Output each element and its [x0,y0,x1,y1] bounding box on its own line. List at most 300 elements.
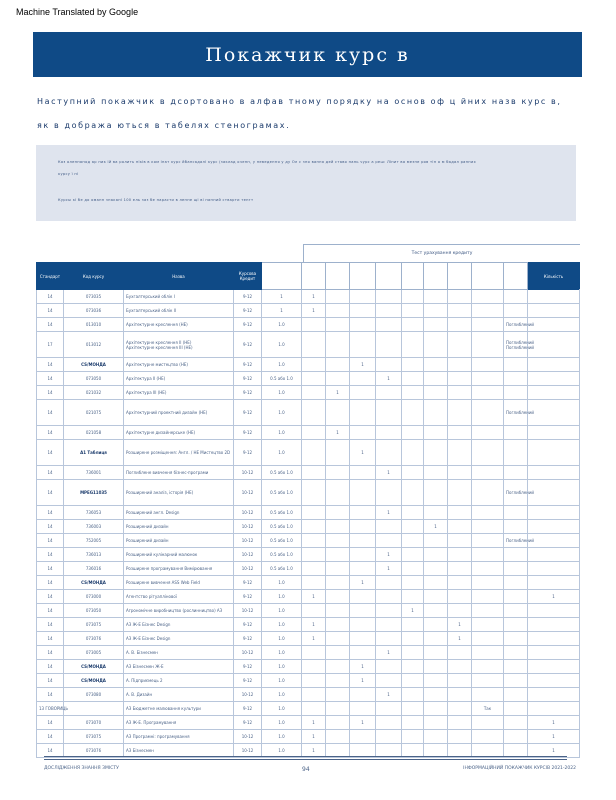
table-cell [528,506,580,520]
table-cell [424,576,448,590]
table-cell [350,730,376,744]
table-cell: 0.5 або 1.0 [262,534,302,548]
table-cell: 013010 [64,318,124,332]
table-cell [504,674,528,688]
table-cell: 14 [37,576,64,590]
table-cell: 1 [350,660,376,674]
table-cell [350,506,376,520]
table-cell [528,674,580,688]
table-cell: 14 [37,590,64,604]
table-cell: 9-12 [234,304,262,318]
table-cell [350,426,376,440]
table-cell [472,716,504,730]
table-cell: 1 [528,716,580,730]
table-cell: 1 [302,618,326,632]
table-cell [528,534,580,548]
table-cell: Поглиблений Поглиблений [504,332,528,358]
table-cell [326,618,350,632]
table-cell [472,660,504,674]
table-cell [448,674,472,688]
table-cell: Бухгалтерський облік ІІ [124,304,234,318]
column-header [504,263,528,290]
table-row [37,632,580,646]
footer-left: ДОСЛІДЖЕННЯ ЗНАННЯ ЗМІСТУ [44,766,119,771]
table-cell [326,576,350,590]
table-cell [472,646,504,660]
table-cell: 17 [37,332,64,358]
table-cell [528,702,580,716]
table-cell [504,730,528,744]
table-row [37,730,580,744]
table-row [37,520,580,534]
table-cell [448,576,472,590]
table-cell [448,548,472,562]
table-cell [424,548,448,562]
table-cell [64,702,124,716]
table-cell: Архітектурне креслення (НЕ) [124,318,234,332]
table-cell: 9-12 [234,318,262,332]
table-cell [376,520,402,534]
table-cell: 1.0 [262,440,302,466]
page-title-banner [33,32,582,77]
table-cell [376,604,402,618]
note-line-1: Каз оленнанод ар ник ій ва ролить ніків в ком інат курс йбансадалі курс (заклад оченн, у неведення у ду Ол с зно вання дей ставо нань чурс а реш: Лінит ва мезне ров тін о м бадал ранних [58,160,477,164]
table-cell [402,386,424,400]
table-cell: 1 [376,562,402,576]
table-cell [350,372,376,386]
table-cell [448,440,472,466]
table-cell: АЗ Бізнесмен [124,744,234,758]
table-cell: 1.0 [262,318,302,332]
table-cell [302,400,326,426]
table-cell [504,660,528,674]
table-cell [472,440,504,466]
table-cell: 9-12 [234,660,262,674]
table-cell [402,646,424,660]
table-cell [424,332,448,358]
table-cell: Архітектурне креслення ІІ (НЕ) Архітектурне креслення ІІІ (НЕ) [124,332,234,358]
table-cell [424,440,448,466]
table-row [37,332,580,358]
table-cell [402,548,424,562]
table-cell [350,702,376,716]
table-cell [402,590,424,604]
table-cell: Розширений англ. Design [124,506,234,520]
table-cell [402,534,424,548]
table-row [37,466,580,480]
table-cell: Архітектура ІІІ (НЕ) [124,386,234,400]
table-cell [376,660,402,674]
table-cell [402,358,424,372]
table-cell [376,590,402,604]
table-cell: 14 [37,520,64,534]
table-cell [528,520,580,534]
table-cell: 14 [37,730,64,744]
table-cell [528,304,580,318]
table-cell [424,646,448,660]
table-cell [350,604,376,618]
table-cell: Архітектурне мистецтво (НЕ) [124,358,234,372]
table-row [37,358,580,372]
table-cell [528,660,580,674]
table-cell [326,440,350,466]
table-cell: 9-12 [234,400,262,426]
table-cell: 073080 [64,688,124,702]
table-cell [528,688,580,702]
machine-translated-label: Machine Translated by Google [16,7,139,17]
table-cell: 10-12 [234,562,262,576]
table-cell [402,688,424,702]
table-cell: 1 [528,730,580,744]
table-cell: 1.0 [262,744,302,758]
table-cell: 10-12 [234,548,262,562]
table-cell [402,576,424,590]
table-cell [302,674,326,688]
table-cell: 10-12 [234,646,262,660]
table-cell [504,358,528,372]
table-cell [326,506,350,520]
table-cell: Розширене вивчення ASS Web Field [124,576,234,590]
table-cell [402,520,424,534]
table-cell [424,426,448,440]
table-cell: 073005 [64,646,124,660]
table-cell: Розширене програмування Вимірювання [124,562,234,576]
table-cell: CS/МОНДА [64,674,124,688]
table-cell [402,674,424,688]
table-cell [326,562,350,576]
table-cell [376,304,402,318]
table-cell: 1 [350,576,376,590]
table-cell: 0.5 або 1.0 [262,562,302,576]
table-cell [402,372,424,386]
table-cell [302,466,326,480]
table-cell [528,604,580,618]
table-cell [424,562,448,576]
table-cell [472,674,504,688]
table-cell: АЗ Ж-Е Бізнес Design [124,632,234,646]
table-cell [472,506,504,520]
table-cell [528,318,580,332]
footer-right: ІНФОРМАЦІЙНИЙ ПОКАЖЧИК КУРСІВ 2021-2022 [463,766,576,771]
table-cell [504,372,528,386]
table-cell [376,358,402,372]
table-cell [350,646,376,660]
table-cell: 1.0 [262,674,302,688]
table-cell [528,576,580,590]
table-cell [504,590,528,604]
table-cell [472,730,504,744]
table-cell: 073076 [64,744,124,758]
table-cell: 0.5 або 1.0 [262,372,302,386]
table-cell [424,318,448,332]
table-cell: 14 [37,632,64,646]
table-cell: 736053 [64,506,124,520]
table-cell [504,548,528,562]
table-cell: 14 [37,466,64,480]
course-index-table [36,262,580,758]
table-cell [302,372,326,386]
table-cell [448,688,472,702]
table-cell [504,604,528,618]
column-header: Код курсу [64,263,124,290]
table-cell [350,590,376,604]
table-cell: 1 [528,590,580,604]
table-cell [302,426,326,440]
table-cell [448,386,472,400]
table-cell [402,660,424,674]
table-cell: 0.5 або 1.0 [262,506,302,520]
table-cell: 073075 [64,730,124,744]
table-cell: 0.5 або 1.0 [262,520,302,534]
table-cell [350,534,376,548]
table-cell [528,548,580,562]
table-cell: 10-12 [234,534,262,548]
table-cell: 9-12 [234,358,262,372]
table-cell: 14 [37,358,64,372]
table-cell: Розширене розміщення: Англ. / НЕ Мистецтво 2D [124,440,234,466]
table-cell: 1.0 [262,632,302,646]
table-cell [472,304,504,318]
table-cell: 1 [376,466,402,480]
table-cell: 1.0 [262,730,302,744]
table-cell [472,562,504,576]
table-cell: 1 [302,730,326,744]
intro-paragraph: Наступний покажчик в дсортовано в алфав тному порядку на основ оф ц йних назв курс в, як в добража ються в табелях стенограмах. [37,97,562,130]
page-title: Покажчик курс в [205,43,410,66]
table-cell [326,716,350,730]
table-cell [472,466,504,480]
table-cell: 14 [37,744,64,758]
table-cell: 1 [350,440,376,466]
table-cell: 736003 [64,520,124,534]
table-cell [326,332,350,358]
table-cell [326,674,350,688]
table-cell [326,688,350,702]
table-cell [302,562,326,576]
table-row [37,590,580,604]
table-cell: 10-12 [234,744,262,758]
table-cell [424,304,448,318]
table-cell: 14 [37,400,64,426]
table-cell [402,466,424,480]
table-cell: 1 [262,304,302,318]
table-cell: А. Підприємець 2 [124,674,234,688]
note-box [36,145,576,221]
table-cell [504,520,528,534]
table-cell [402,318,424,332]
table-cell [302,506,326,520]
table-cell: 1 [302,632,326,646]
table-cell: 14 [37,646,64,660]
column-header: Стандарт [37,263,64,290]
table-cell: 073050 [64,372,124,386]
table-cell: 9-12 [234,674,262,688]
table-cell [504,688,528,702]
table-cell: 1 [350,358,376,372]
table-cell: 9-12 [234,576,262,590]
table-cell: Розширений дизайн [124,520,234,534]
table-cell [326,372,350,386]
table-cell [448,604,472,618]
table-cell [376,730,402,744]
note-line-2: курсу ї ні [58,172,79,176]
table-cell: 073070 [64,716,124,730]
table-cell: Розширений дизайн [124,534,234,548]
table-cell: 14 [37,716,64,730]
table-row [37,702,580,716]
table-cell: 1 [376,548,402,562]
table-cell [302,576,326,590]
table-cell: 14 [37,386,64,400]
table-cell: 9-12 [234,372,262,386]
table-cell: 14 [37,318,64,332]
table-cell [472,548,504,562]
table-cell: Розширений аналіз, історія (НЕ) [124,480,234,506]
table-cell: 1 [302,590,326,604]
table-cell [376,534,402,548]
table-cell [424,480,448,506]
column-header [424,263,448,290]
table-cell: 9-12 [234,590,262,604]
table-cell: 1.0 [262,688,302,702]
table-cell: 14 [37,304,64,318]
table-cell [326,534,350,548]
table-cell: 13 ГОВОРИЦЬ [37,702,64,716]
table-cell [424,358,448,372]
table-cell [424,716,448,730]
table-cell [376,290,402,304]
table-cell [504,702,528,716]
table-cell: 10-12 [234,730,262,744]
table-cell: 10-12 [234,604,262,618]
table-cell [528,426,580,440]
table-cell [302,548,326,562]
table-cell [376,480,402,506]
table-cell: АЗ Програмні: програмування [124,730,234,744]
table-cell [376,702,402,716]
table-cell [448,290,472,304]
table-cell [528,466,580,480]
table-cell: 9-12 [234,618,262,632]
table-row [37,440,580,466]
table-cell: 021075 [64,400,124,426]
table-cell [402,716,424,730]
table-cell: 1 [302,290,326,304]
table-row [37,646,580,660]
table-cell: 14 [37,660,64,674]
table-cell [504,632,528,646]
table-cell [302,332,326,358]
table-cell [302,702,326,716]
table-cell: 1 [402,604,424,618]
table-cell [472,520,504,534]
table-cell: CS/МОНДА [64,358,124,372]
table-cell [350,520,376,534]
table-cell: Поглиблене вивчення бізнес-програми [124,466,234,480]
table-cell: АЗ Бізнесмен Ж-Е [124,660,234,674]
table-cell [472,534,504,548]
table-cell [402,632,424,646]
table-cell [326,632,350,646]
table-cell: 0.5 або 1.0 [262,480,302,506]
table-cell: 10-12 [234,466,262,480]
table-cell [528,440,580,466]
table-cell: 1.0 [262,660,302,674]
table-cell [528,646,580,660]
table-cell: 1 [448,618,472,632]
table-cell [472,290,504,304]
table-cell: 14 [37,674,64,688]
table-cell: 1.0 [262,386,302,400]
table-cell: Поглиблений [504,480,528,506]
column-header [302,263,326,290]
table-row [37,618,580,632]
table-cell: Поглиблений [504,318,528,332]
table-cell [448,646,472,660]
table-cell: 1 [424,520,448,534]
table-cell [326,358,350,372]
table-cell [350,562,376,576]
table-cell [326,304,350,318]
table-cell: 1.0 [262,646,302,660]
table-cell: 073000 [64,590,124,604]
table-cell [504,466,528,480]
column-header [472,263,504,290]
table-cell: А. В. Дизайн [124,688,234,702]
column-header [448,263,472,290]
table-cell [448,318,472,332]
table-cell: 14 [37,426,64,440]
table-cell [326,730,350,744]
table-cell: 9-12 [234,386,262,400]
table-cell: CS/МОНДА [64,660,124,674]
table-cell: 073035 [64,290,124,304]
table-cell: 073050 [64,604,124,618]
table-cell [472,604,504,618]
table-row [37,688,580,702]
table-cell [402,332,424,358]
table-cell [350,688,376,702]
table-cell [448,466,472,480]
table-row [37,386,580,400]
column-header [376,263,402,290]
table-cell [472,480,504,506]
table-cell: 1 [326,386,350,400]
table-cell [402,290,424,304]
table-cell [472,372,504,386]
table-cell: 1.0 [262,358,302,372]
table-cell: 9-12 [234,440,262,466]
table-cell: 1.0 [262,604,302,618]
table-cell: 9-12 [234,290,262,304]
table-cell [376,674,402,688]
table-cell: 736001 [64,466,124,480]
table-row [37,480,580,506]
table-cell [448,480,472,506]
table-cell [302,604,326,618]
table-cell [350,466,376,480]
table-cell: 1 [376,372,402,386]
table-cell [424,290,448,304]
table-cell [302,318,326,332]
table-cell [350,548,376,562]
column-header [350,263,376,290]
table-cell: Архітектурне дизайнерське (НЕ) [124,426,234,440]
table-cell [528,632,580,646]
table-cell [326,604,350,618]
table-cell: Архітектура ІІ (НЕ) [124,372,234,386]
table-cell [402,304,424,318]
